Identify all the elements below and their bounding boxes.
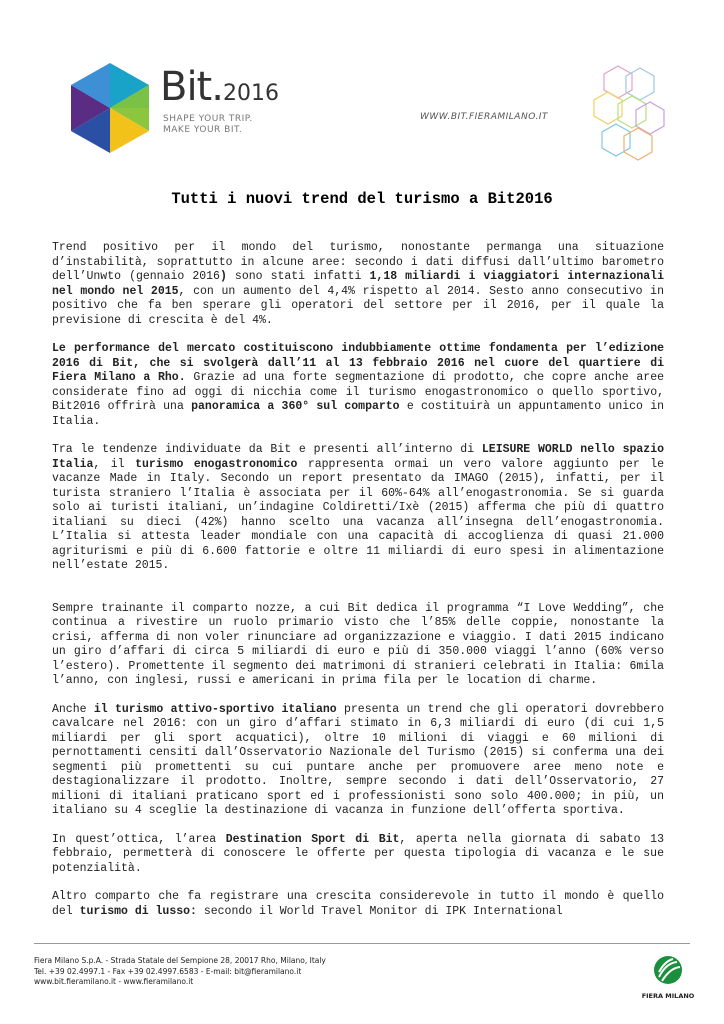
paragraph-5: Anche il turismo attivo-sportivo italiano presenta un trend che gli operatori dovrebbero cavalcare nel 2016: con un giro d’affari stimato in 6,3 miliardi di euro (di cui 1,5 miliardi per gli sport acquatici), oltre 10 milioni di viaggi e 60 milioni di pernottamenti censiti dall’Osservatorio Nazionale del Turismo (2015) si conferma una dei segmenti più promettenti su cui puntare anche per promuovere aree meno note e destagionalizzare il prodotto. Inoltre, sempre secondo i dati dell’Osservatorio, 27 milioni di italiani praticano sport ed i professionisti sono solo 400.000; in più, un italiano su 4 sceglie la destinazione di vacanza in funzione dell’offerta sportiva. xyxy=(52,702,664,817)
fiera-milano-emblem-icon xyxy=(653,955,683,985)
fiera-milano-name: FIERA MILANO xyxy=(641,992,695,1000)
decorative-hexagons-icon xyxy=(588,62,668,168)
paragraph-6: In quest’ottica, l’area Destination Sport di Bit, aperta nella giornata di sabato 13 febbraio, permetterà di conoscere le offerte per questa tipologia di vacanza e le sue potenzialità. xyxy=(52,832,664,875)
tagline-line-1: SHAPE YOUR TRIP. xyxy=(163,114,253,124)
tagline-line-2: MAKE YOUR BIT. xyxy=(163,125,243,135)
footer-divider xyxy=(34,943,690,944)
paragraph-1: Trend positivo per il mondo del turismo, nonostante permanga una situazione d’instabilità, soprattutto in alcune aree: secondo i dati diffusi dall’ultimo barometro dell’Unwto (gennaio 2016) sono stati infatti 1,18 miliardi i viaggiatori internazionali nel mondo nel 2015, con un aumento del 4,4% rispetto al 2014. Sesto anno consecutivo in positivo che fa ben sperare gli operatori del settore per il 2016, per il quale la previsione di crescita è del 4%. xyxy=(52,241,664,327)
paragraph-2: Le performance del mercato costituiscono indubbiamente ottime fondamenta per l’edizione 2016 di Bit, che si svolgerà dall’11 al 13 febbraio 2016 nel cuore del quartiere di Fiera Milano a Rho. Grazie ad una forte segmentazione di prodotto, che copre anche aree considerate fino ad oggi di nicchia come il turismo enogastronomico o quello sportivo, Bit2016 offrirà una panoramica a 360° sul comparto e costituirà un appuntamento unico in Italia. xyxy=(52,342,664,428)
footer-line-1: Fiera Milano S.p.A. - Strada Statale del Sempione 28, 20017 Rho, Milano, Italy xyxy=(34,956,326,965)
bit-logo xyxy=(60,58,280,158)
bit-hexagon-icon xyxy=(60,58,160,158)
footer-address xyxy=(34,956,326,988)
article-body xyxy=(52,241,664,919)
page-title: Tutti i nuovi trend del turismo a Bit2016 xyxy=(171,190,553,208)
footer-line-2: Tel. +39 02.4997.1 - Fax +39 02.4997.6583 - E-mail: bit@fieramilano.it xyxy=(34,966,302,976)
brand-name: Bit.2016 xyxy=(160,64,279,110)
tagline xyxy=(163,114,253,136)
fiera-milano-logo xyxy=(641,955,695,1000)
paragraph-4: Sempre trainante il comparto nozze, a cui Bit dedica il programma “I Love Wedding”, che continua a rivestire un ruolo primario visto che l’85% delle coppie, nonostante la crisi, afferma di non voler rinunciare ad organizzazione e viaggio. I dati 2015 indicano un giro d’affari di circa 5 miliardi di euro e più di 350.000 viaggi l’anno (60% verso l’estero). Promettente il segmento dei matrimoni di stranieri celebrati in Italia: 6mila l’anno, con inglesi, russi e americani in prima fila per le location di charme. xyxy=(52,601,664,687)
brand-year: 2016 xyxy=(222,81,279,106)
paragraph-3: Tra le tendenze individuate da Bit e presenti all’interno di LEISURE WORLD nello spazio Italia, il turismo enogastronomico rappresenta ormai un vero valore aggiunto per le vacanze Made in Italy. Secondo un report presentato da IMAGO (2015), infatti, per il turista straniero l’Italia è associata per il 60%-64% all’enogastronomia. Se si guarda solo ai turisti italiani, un’indagine Coldiretti/Ixè (2015) afferma che più di quattro italiani su dieci (42%) hanno scelto una vacanza all’insegna dell’enogastronomia. L’Italia si attesta leader mondiale con una capacità di accoglienza di quasi 21.000 agriturismi e più di 6.600 fattorie e oltre 11 miliardi di euro spesi in alimentazione nell’estate 2015. xyxy=(52,443,665,572)
header-website: WWW.BIT.FIERAMILANO.IT xyxy=(420,112,548,122)
footer-line-3: www.bit.fieramilano.it - www.fieramilano.it xyxy=(34,977,194,986)
paragraph-7: Altro comparto che fa registrare una crescita considerevole in tutto il mondo è quello del turismo di lusso: secondo il World Travel Monitor di IPK International xyxy=(52,890,664,918)
